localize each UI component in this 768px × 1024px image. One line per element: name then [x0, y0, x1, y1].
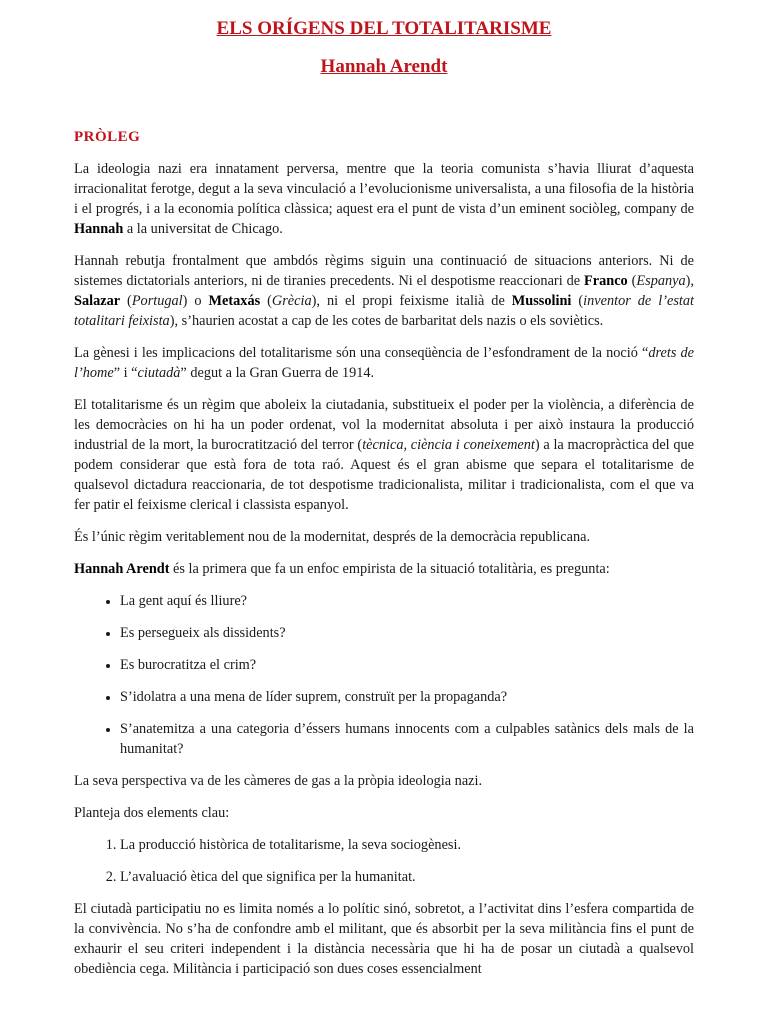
document-title: ELS ORÍGENS DEL TOTALITARISME — [216, 18, 552, 39]
text-span: ” i “ — [113, 365, 138, 381]
document-author: Hannah Arendt — [320, 56, 448, 77]
paragraph-3 — [74, 343, 694, 383]
text-span: La gènesi i les implicacions del totalitarisme són una conseqüència de l’esfondrament de la noció “ — [74, 345, 649, 361]
bold-name: Hannah Arendt — [74, 561, 170, 577]
document-body — [74, 159, 694, 991]
italic-text: Portugal — [131, 293, 183, 309]
list-item: • Es persegueix als dissidents? — [120, 623, 694, 643]
italic-text: ciutadà — [137, 365, 181, 381]
italic-text: Grècia — [271, 293, 312, 309]
bold-name: Salazar — [74, 293, 121, 309]
text-span: El totalitarisme és un règim que aboleix la ciutadania, substitueix el poder per la violència, a diferència de les democràcies on hi ha un poder ordenat, vol la modernitat absoluta i per això instaura la producció industrial de la mort, la burocratització del terror ( — [74, 397, 694, 453]
italic-text: drets de l’home — [74, 345, 694, 381]
list-item: • La gent aquí és lliure? — [120, 591, 694, 611]
paragraph-7: La seva perspectiva va de les càmeres de gas a la pròpia ideologia nazi. — [74, 773, 483, 789]
list-item: 1. La producció històrica de totalitarisme, la seva sociogènesi. — [120, 835, 694, 855]
text-span: Hannah rebutja frontalment que ambdós règims siguin una continuació de situacions anteriors. Ni de sistemes dictatorials anteriors, ni de tiranies precedents. Ni el despotisme reaccionari de — [74, 253, 694, 289]
list-item: 2. L’avaluació ètica del que significa per la humanitat. — [120, 867, 694, 887]
text-span: ) a la macropràctica del que podem considerar que està fora de tota raó. Aquest és el gran abisme que separa el totalitarisme de qualsevol dictadura reaccionaria, de tot despotisme tradicionalista, militar i tradicionalista, com el que va fer patir el feixisme clerical i classista espanyol. — [74, 437, 694, 513]
bold-name: Hannah — [74, 221, 124, 237]
paragraph-9: El ciutadà participatiu no es limita només a lo polític sinó, sobretot, a l’activitat dins l’esfera compartida de la convivència. No s’ha de confondre amb el militant, que és absorbit per la seva militància fins el punt de exhaurir el seu criteri independent i la distància necessària que hi ha de posar un ciutadà a qualsevol obediència cega. Militància i participació son dues coses essencialment — [74, 901, 694, 977]
bold-name: Franco — [584, 273, 628, 289]
paragraph-2: Hannah rebutja frontalment que ambdós règims siguin una continuació de situacions anteriors. Ni de sistemes dictatorials anteriors, ni de tiranies precedents. Ni el despotisme reaccionari de Franco (Espanya), Salazar (Portugal) o Metaxás (Grècia), ni el propi feixisme italià de Mussolini (inventor de l’estat totalitari feixista), s’haurien acostat a cap de les cotes de barbaritat dels nazis o els soviètics. — [74, 253, 694, 329]
text-span: és la primera que fa un enfoc empirista de la situació totalitària, es pregunta: — [169, 561, 610, 577]
paragraph-1 — [74, 159, 694, 239]
list-item: • Es burocratitza el crim? — [120, 655, 694, 675]
text-span: , s’haurien acostat a cap de les cotes de barbaritat dels nazis o els soviètics. — [174, 313, 604, 329]
section-heading: PRÒLEG — [74, 129, 141, 145]
text-span: ” degut a la Gran Guerra de 1914. — [180, 365, 375, 381]
paragraph-8: Planteja dos elements clau: — [74, 805, 230, 821]
italic-text: inventor de l’estat totalitari feixista — [74, 293, 694, 329]
paragraph-4 — [74, 395, 694, 515]
list-item: • S’anatemitza a una categoria d’éssers humans innocents com a culpables satànics dels mals de la humanitat? — [120, 719, 694, 759]
italic-text: tècnica, ciència i coneixement — [362, 437, 535, 453]
text-span: La ideologia nazi era innatament perversa, mentre que la teoria comunista s’havia lliurat d’aquesta irracionalitat ferotge, degut a la seva vinculació a l’evolucionisme universalista, a una filosofia de la història i el progrés, i a la economia política clàssica; aquest era el punt de vista d’un eminent sociòleg, company de — [74, 161, 694, 217]
list-item: • S’idolatra a una mena de líder suprem, construït per la propaganda? — [120, 687, 694, 707]
paragraph-5: És l’únic règim veritablement nou de la modernitat, després de la democràcia republicana. — [74, 529, 591, 545]
bold-name: Metaxás — [208, 293, 261, 309]
italic-text: Espanya — [636, 273, 686, 289]
text-span: a la universitat de Chicago. — [123, 221, 283, 237]
text-span: , ni el propi feixisme italià de — [316, 293, 512, 309]
bold-name: Mussolini — [511, 293, 572, 309]
paragraph-6 — [74, 559, 694, 579]
key-elements-list — [74, 835, 694, 887]
questions-list — [74, 591, 694, 759]
